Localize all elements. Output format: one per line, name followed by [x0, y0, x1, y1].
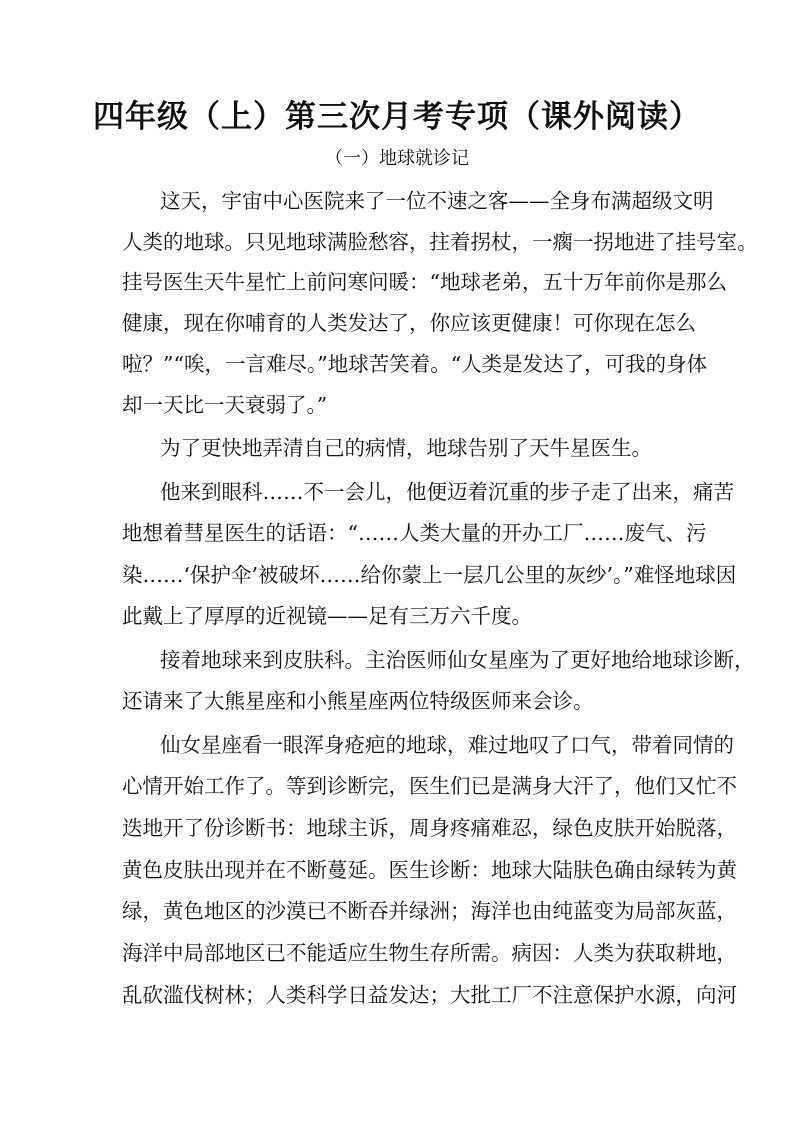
paragraph-line: 人类的地球。只见地球满脸愁容，拄着拐杖，一瘸一拐地进了挂号室。: [122, 230, 758, 254]
paragraph-line: 此戴上了厚厚的近视镜——足有三万六千度。: [122, 604, 532, 628]
document-title: 四年级（上）第三次月考专项（课外阅读）: [93, 99, 701, 135]
paragraph-line: 地想着彗星医生的话语：“……人类大量的开办工厂……废气、污: [122, 521, 707, 545]
paragraph-line: 他来到眼科……不一会儿，他便迈着沉重的步子走了出来，痛苦: [160, 480, 734, 504]
section-subtitle: （一）地球就诊记: [325, 148, 469, 169]
paragraph-line: 黄色皮肤出现并在不断蔓延。医生诊断：地球大陆肤色确由绿转为黄: [122, 858, 737, 882]
paragraph-line: 心情开始工作了。等到诊断完，医生们已是满身大汗了，他们又忙不: [122, 774, 737, 798]
paragraph-line: 乱砍滥伐树林；人类科学日益发达；大批工厂不注意保护水源，向河: [122, 983, 737, 1007]
paragraph-line: 挂号医生天牛星忙上前问寒问暖：“地球老弟，五十万年前你是那么: [122, 270, 727, 294]
paragraph-line: 接着地球来到皮肤科。主治医师仙女星座为了更好地给地球诊断，: [160, 648, 755, 672]
paragraph-line: 还请来了大熊星座和小熊星座两位特级医师来会诊。: [122, 689, 594, 713]
paragraph-line: 海洋中局部地区已不能适应生物生存所需。病因：人类为获取耕地，: [122, 941, 737, 965]
paragraph-line: 却一天比一天衰弱了。”: [122, 393, 328, 417]
paragraph-line: 啦？”“唉，一言难尽。”地球苦笑着。“人类是发达了，可我的身体: [122, 352, 708, 376]
paragraph-line: 健康，现在你哺育的人类发达了，你应该更健康！可你现在怎么: [122, 311, 696, 335]
paragraph-line: 迭地开了份诊断书：地球主诉，周身疼痛难忍，绿色皮肤开始脱落，: [122, 816, 737, 840]
paragraph-line: 仙女星座看一眼浑身疮疤的地球，难过地叹了口气，带着同情的: [160, 733, 734, 757]
paragraph-line: 染……‘保护伞’被破坏……给你蒙上一层几公里的灰纱’。”难怪地球因: [122, 563, 737, 587]
paragraph-line: 为了更快地弄清自己的病情，地球告别了天牛星医生。: [160, 436, 652, 460]
paragraph-line: 这天，宇宙中心医院来了一位不速之客——全身布满超级文明: [160, 189, 714, 213]
paragraph-line: 绿，黄色地区的沙漠已不断吞并绿洲；海洋也由纯蓝变为局部灰蓝，: [122, 899, 737, 923]
